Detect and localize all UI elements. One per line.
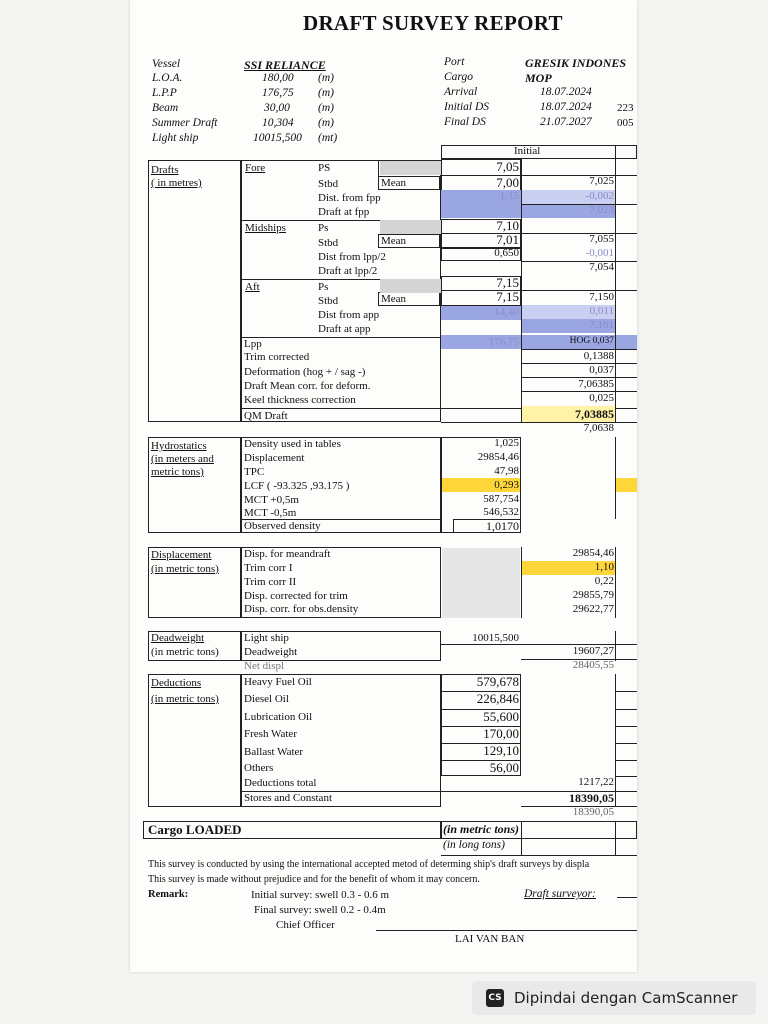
aft-draft-label: Draft at app xyxy=(318,323,371,335)
fore-correction-value: -0,002 xyxy=(585,190,614,202)
arrival-value: 18.07.2024 xyxy=(540,86,592,98)
heavy-fuel-oil-value: 579,678 xyxy=(476,674,519,689)
aft-stbd-value: 7,15 xyxy=(496,289,519,304)
remark-label: Remark: xyxy=(148,889,189,900)
final-ds-extra: 005 xyxy=(617,117,634,129)
displacement-units: (in metric tons) xyxy=(151,563,219,575)
displacement-value: 29854,46 xyxy=(477,451,519,463)
deductions-units: (in metric tons) xyxy=(151,693,219,705)
cargo-metric-unit: (in metric tons) xyxy=(443,822,520,836)
fore-mean-label: Mean xyxy=(381,177,407,189)
hydrostatics-units-1: (in meters and xyxy=(151,453,214,465)
chief-officer-label: Chief Officer xyxy=(276,919,335,931)
summer-draft-value: 10,304 xyxy=(262,117,294,129)
deadweight-units: (in metric tons) xyxy=(151,646,219,658)
lubrication-oil-label: Lubrication Oil xyxy=(244,711,313,723)
light-ship-value: 10015,500 xyxy=(253,132,302,144)
summer-draft-label: Summer Draft xyxy=(152,117,218,129)
aft-ps-label: Ps xyxy=(318,281,329,293)
mct-plus-value: 587,754 xyxy=(483,493,519,505)
aft-label: Aft xyxy=(245,281,260,293)
report-title: DRAFT SURVEY REPORT xyxy=(303,11,563,35)
drafts-units: ( in metres) xyxy=(151,177,202,189)
loa-label: L.O.A. xyxy=(152,72,183,84)
summer-draft-unit: (m) xyxy=(318,117,334,129)
draft-surveyor-label: Draft surveyor: xyxy=(524,888,596,900)
camscanner-logo-icon: CS xyxy=(486,989,504,1007)
mct-minus-value: 546,532 xyxy=(483,506,519,518)
deadweight-heading: Deadweight xyxy=(151,632,205,644)
light-ship-row-label: Light ship xyxy=(244,632,289,644)
drafts-label-box xyxy=(148,160,241,422)
loa-unit: (m) xyxy=(318,72,334,84)
draft-mean-corr-value: 7,06385 xyxy=(578,378,614,390)
deadweight-row-label: Deadweight xyxy=(244,646,298,658)
fore-draft-label: Draft at fpp xyxy=(318,206,370,218)
initial-ds-extra: 223 xyxy=(617,102,634,114)
mid-draft-label: Draft at lpp/2 xyxy=(318,265,378,277)
displacement-heading: Displacement xyxy=(151,549,212,561)
fore-label: Fore xyxy=(245,162,266,174)
aft-mean-value: 7,150 xyxy=(589,291,614,303)
fresh-water-value: 170,00 xyxy=(483,726,519,741)
vessel-label: Vessel xyxy=(152,58,181,70)
deformation-label: Deformation (hog + / sag -) xyxy=(244,366,366,378)
beam-label: Beam xyxy=(152,102,179,114)
disp-corr-density-value: 29622,77 xyxy=(572,603,614,615)
observed-density-label: Observed density xyxy=(244,520,321,532)
trim-corr-1-label: Trim corr I xyxy=(244,562,293,574)
mid-mean-label: Mean xyxy=(381,235,407,247)
deadweight-value: 19607,27 xyxy=(572,645,614,657)
ballast-water-label: Ballast Water xyxy=(244,746,304,758)
fore-draft-value: 7,023 xyxy=(589,204,614,216)
lpp-value: 176,75 xyxy=(262,87,294,99)
camscanner-badge xyxy=(472,981,756,1015)
fore-dist-value: 1,15 xyxy=(499,190,519,202)
mid-ps-value: 7,10 xyxy=(496,218,519,233)
stores-constant-value: 18390,05 xyxy=(569,791,614,805)
fore-ps-label: PS xyxy=(318,162,331,174)
observed-density-value: 1,0170 xyxy=(486,519,519,533)
loa-value: 180,00 xyxy=(262,72,294,84)
hydrostatics-heading: Hydrostatics xyxy=(151,440,207,452)
disp-corrected-trim-label: Disp. corrected for trim xyxy=(244,590,348,602)
cargo-label: Cargo xyxy=(444,71,473,83)
density-tables-value: 1,025 xyxy=(494,437,519,449)
initial-ds-value: 18.07.2024 xyxy=(540,101,592,113)
port-value: GRESIK INDONES xyxy=(525,56,627,70)
beam-unit: (m) xyxy=(318,102,334,114)
survey-note-2: This survey is made without prejudice and for the benefit of whom it may concern. xyxy=(148,874,480,885)
final-ds-value: 21.07.2027 xyxy=(540,116,592,128)
aft-stbd-label: Stbd xyxy=(318,295,339,307)
vessel-name: SSI RELIANCE xyxy=(244,58,326,72)
lpp-row-label: Lpp xyxy=(244,338,262,350)
diesel-oil-value: 226,846 xyxy=(476,691,519,706)
fore-dist-label: Dist. from fpp xyxy=(318,192,381,204)
aft-dist-value: 14,40 xyxy=(494,306,519,318)
mid-draft-value: 7,054 xyxy=(589,261,614,273)
fore-stbd-value: 7,00 xyxy=(496,175,519,190)
keel-correction-value: 0,025 xyxy=(589,392,614,404)
deductions-total-value: 1217,22 xyxy=(578,776,614,788)
others-label: Others xyxy=(244,762,274,774)
initial-header: Initial xyxy=(514,145,541,157)
cargo-value: MOP xyxy=(525,71,552,85)
cargo-long-unit: (in long tons) xyxy=(443,839,505,851)
lcf-label: LCF ( -93.325 ,93.175 ) xyxy=(244,480,350,492)
fore-ps-value: 7,05 xyxy=(496,159,519,174)
disp-meandraft-value: 29854,46 xyxy=(572,547,614,559)
qm-draft-extra: 7,0638 xyxy=(583,422,614,434)
trim-corr-2-label: Trim corr II xyxy=(244,576,297,588)
light-ship-unit: (mt) xyxy=(318,132,338,144)
cargo-loaded-label: Cargo LOADED xyxy=(148,822,242,837)
mid-ps-label: Ps xyxy=(318,222,329,234)
stores-constant-label: Stores and Constant xyxy=(244,792,332,804)
beam-value: 30,00 xyxy=(264,102,290,114)
mid-dist-value: 0,650 xyxy=(494,247,519,259)
tpc-label: TPC xyxy=(244,466,265,478)
ballast-water-value: 129,10 xyxy=(483,743,519,758)
camscanner-text: Dipindai dengan CamScanner xyxy=(514,989,738,1007)
arrival-label: Arrival xyxy=(444,86,478,98)
others-value: 56,00 xyxy=(489,760,519,775)
disp-meandraft-label: Disp. for meandraft xyxy=(244,548,331,560)
diesel-oil-label: Diesel Oil xyxy=(244,693,289,705)
initial-survey-swell: Initial survey: swell 0.3 - 0.6 m xyxy=(251,889,390,901)
deductions-heading: Deductions xyxy=(151,677,202,689)
net-displ-value: 28405,55 xyxy=(572,659,614,671)
aft-dist-label: Dist from app xyxy=(318,309,380,321)
aft-ps-value: 7,15 xyxy=(496,275,519,290)
tpc-value: 47,98 xyxy=(494,465,519,477)
mid-stbd-label: Stbd xyxy=(318,237,339,249)
aft-mean-label: Mean xyxy=(381,293,407,305)
midships-label: Midships xyxy=(245,222,286,234)
mid-mean-value: 7,055 xyxy=(589,233,614,245)
keel-correction-label: Keel thickness correction xyxy=(244,394,356,406)
final-survey-swell: Final survey: swell 0.2 - 0.4m xyxy=(254,904,386,916)
lcf-value: 0,293 xyxy=(494,479,519,491)
mct-minus-label: MCT -0,5m xyxy=(244,507,297,519)
trim-corr-2-value: 0,22 xyxy=(594,575,614,587)
aft-draft-value: 7,161 xyxy=(589,319,614,331)
light-ship-row-value: 10015,500 xyxy=(472,632,519,644)
deformation-value: 0,037 xyxy=(589,364,614,376)
survey-note-1: This survey is conducted by using the international accepted metod of determing ship's draft surveys by displa xyxy=(148,859,590,870)
mid-stbd-value: 7,01 xyxy=(496,232,519,247)
hydrostatics-units-2: metric tons) xyxy=(151,466,204,478)
mid-dist-label: Dist from lpp/2 xyxy=(318,251,386,263)
trim-corrected-value: 0,1388 xyxy=(583,350,614,362)
net-displ-label: Net displ xyxy=(244,660,285,672)
displacement-label: Displacement xyxy=(244,452,305,464)
deductions-total-label: Deductions total xyxy=(244,777,317,789)
draft-mean-corr-label: Draft Mean corr. for deform. xyxy=(244,380,371,392)
stores-constant-extra: 18390,05 xyxy=(572,806,614,818)
drafts-heading: Drafts xyxy=(151,164,179,176)
disp-corrected-trim-value: 29855,79 xyxy=(572,589,614,601)
qm-draft-label: QM Draft xyxy=(244,410,288,422)
qm-draft-value: 7,03885 xyxy=(575,407,614,421)
lpp-unit: (m) xyxy=(318,87,334,99)
hog-value: HOG 0,037 xyxy=(569,336,614,346)
heavy-fuel-oil-label: Heavy Fuel Oil xyxy=(244,676,312,688)
light-ship-label: Light ship xyxy=(152,132,199,144)
final-ds-label: Final DS xyxy=(444,116,486,128)
fore-mean-value: 7,025 xyxy=(589,175,614,187)
aft-correction-value: 0,011 xyxy=(589,305,614,317)
trim-corr-1-value: 1,10 xyxy=(594,561,614,573)
mct-plus-label: MCT +0,5m xyxy=(244,494,299,506)
fresh-water-label: Fresh Water xyxy=(244,728,297,740)
mid-correction-value: -0,001 xyxy=(585,247,614,259)
lpp-label: L.P.P xyxy=(152,87,177,99)
lubrication-oil-value: 55,600 xyxy=(483,709,519,724)
disp-corr-density-label: Disp. corr. for obs.density xyxy=(244,603,359,615)
lpp-value: 176,75 xyxy=(488,336,519,348)
fore-stbd-label: Stbd xyxy=(318,178,339,190)
density-tables-label: Density used in tables xyxy=(244,438,341,450)
trim-corrected-label: Trim corrected xyxy=(244,351,310,363)
initial-ds-label: Initial DS xyxy=(444,101,490,113)
surveyor-name: LAI VAN BAN xyxy=(455,933,525,945)
port-label: Port xyxy=(444,56,465,68)
